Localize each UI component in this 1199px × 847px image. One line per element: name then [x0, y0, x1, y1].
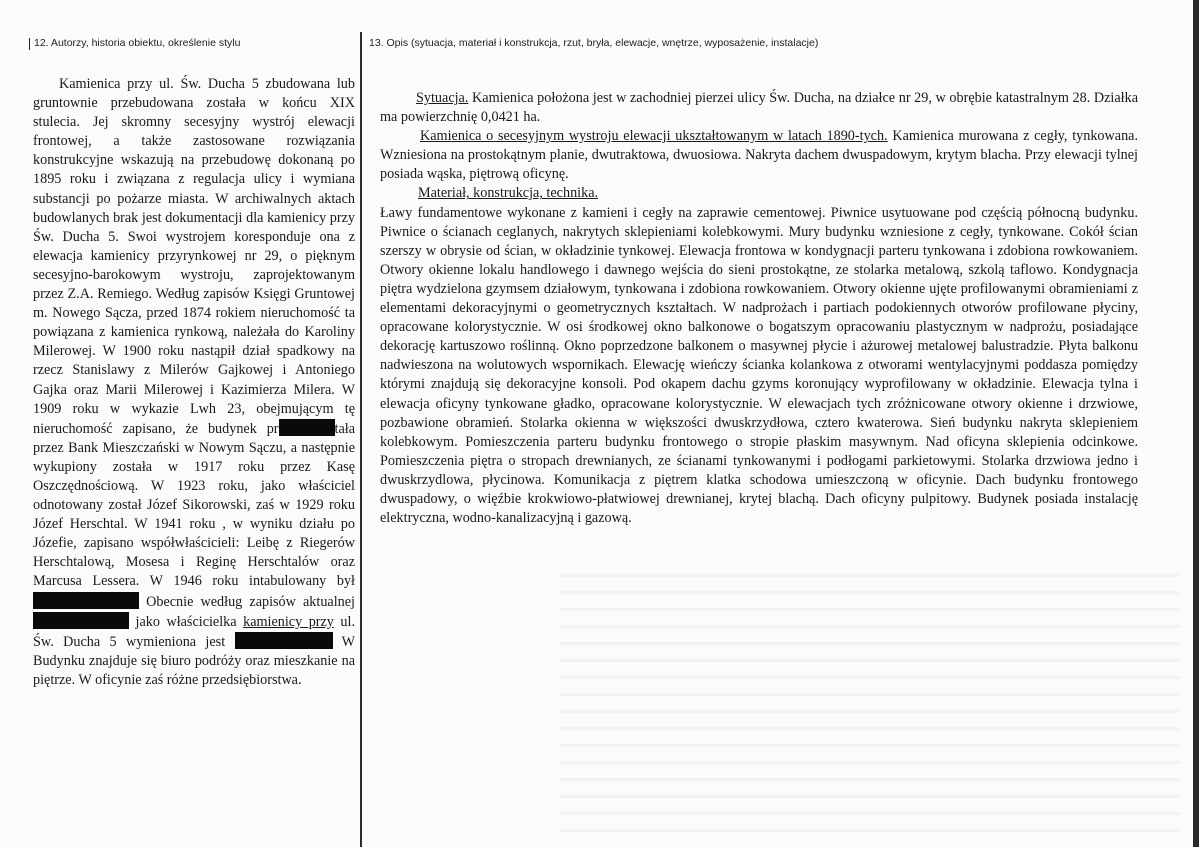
history-text-4: jako właścicielka: [135, 613, 237, 630]
redaction-box: [33, 612, 129, 629]
history-column: [33, 75, 355, 690]
material-paragraph: Ławy fundamentowe wykonane z kamieni i cegły na zaprawie cementowej. Piwnice usytuowane pod częścią północną budynku. Piwnice o ścianach ceglanych, nakrytych sklepieniami kolebkowymi. Mury budynku wzniesione z cegły, tynkowane. Cokół ścian szerszy w obrysie od ścian, w okładzinie tynkowej. Elewacja frontowa w kondygnacji parteru tynkowana i zdobiona rowkowaniem. Otwory okienne lokalu handlowego i dawnego wejścia do sieni prostokątne, ze stolarka metalową, szkolą taflowo. Kondygnacja piętra wydzielona gzymsem działowym, tynkowana i zdobiona rowkowaniem. Otwory okienne ujęte profilowanymi obramieniami z elementami dekoracyjnymi o geometrycznych kształtach. W nadprożach i partiach podokiennych otworów profilowane płyciny, opracowane kolorystycznie. W osi środkowej okno balkonowe o bogatszym opracowaniu plastycznym w nadprożu, posiadające dekorację kartuszowo roślinną. Okno poprzedzone balkonem o masywnej płycie i ażurowej metalowej balustradzie. Płyta balkonu nadwieszona na wolutowych wspornikach. Elewację wieńczy ścianka kolankowa z otworami wentylacyjnymi poddasza pomiędzy którymi znajdują się dekoracyjne konsoli. Pod okapem dachu gzyms koronujący wyprofilowany w okładzinie. Elewacja tylna i elewacja oficyny tynkowane gładko, opracowane kolorystycznie. W elewacjach tych zróżnicowane otwory okienne i drzwiowe, pozbawione obramień. Stolarka okienna w większości dwuskrzydłowa, cztero kwaterowa. Sień budynku nakryta sklepieniem kolebkowym. Pomieszczenia parteru budynku frontowego o stropie płaskim masywnym. Nad oficyna sklepienia odcinkowe. Pomieszczenia piętra o stropach drewnianych, ze ścianami tynkowanymi i podłogami parkietowymi. Stolarka drzwiowa jedno i dwuskrzydlowa, płycinowa. Komunikacja z piętrem klatka schodowa umieszczoną w oficynie. Dach budynku frontowego dwuspadowy, o więźbie krokwiowo-płatwiowej drewnianej, krytej blachą. Dach oficyny pulpitowy. Budynek posiada instalację elektryczna, wodno-kanalizacyjną i gazową.: [380, 204, 1138, 527]
situation-heading: Sytuacja.: [416, 90, 469, 106]
style-heading: Kamienica o secesyjnym wystroju elewacji ukształtowanym w latach 1890-tych.: [420, 128, 888, 145]
column-divider: [360, 32, 362, 847]
redaction-box: [235, 632, 333, 649]
history-text-3: Obecnie według zapisów aktualnej: [146, 593, 355, 610]
header-separator: [29, 38, 30, 50]
material-heading: Materiał, konstrukcja, technika.: [418, 185, 599, 202]
history-text-2: tała przez Bank Mieszczański w Nowym Sączu, a następnie wykupiony została w 1917 roku przez Kasę Oszczędnościową. W 1923 roku, jako właściciel odnotowany został Józef Sikorowski, zaś w 1929 roku Józef Herschtal. W 1941 roku , w wyniku działu po Józefie, zapisano współwłaścicieli: Leibę z Riegerów Herschtalową, Mosesa i Reginę Herschtalów oraz Marcusa Lessera. W 1946 roku intabulowany był: [33, 420, 355, 590]
history-text-5: ul. Św. Ducha 5 wymieniona jest: [33, 613, 356, 650]
material-heading-line: [380, 184, 1138, 203]
scan-edge: [1193, 0, 1199, 847]
description-column: [380, 89, 1138, 528]
bleed-through-text: [560, 560, 1180, 840]
section-header-12: 12. Autorzy, historia obiektu, określenie stylu: [34, 37, 241, 49]
history-text-6: W Budynku znajduje się biuro podróży oraz mieszkanie na piętrze. W oficynie zaś różne przedsiębiorstwa.: [33, 633, 356, 688]
situation-paragraph: [380, 89, 1138, 127]
section-header-13: 13. Opis (sytuacja, materiał i konstrukcja, rzut, bryła, elewacje, wnętrze, wyposażenie, instalacje): [369, 37, 819, 49]
history-text-1: Kamienica przy ul. Św. Ducha 5 zbudowana lub gruntownie przebudowana została w końcu XIX stulecia. Jej skromny secesyjny wystrój elewacji frontowej, a także zastosowane rozwiązania konstrukcyjne wskazują na przebudowę dokonaną po 1895 roku i związana z regulacja ulicy i wymiana substancji po pożarze miasta. W archiwalnych aktach budowlanych brak jest dokumentacji dla kamienicy przy Św. Ducha 5. Swoi wystrojem koresponduje ona z elewacja kamienicy przyrynkowej nr 29, o pięknym secesyjno-barokowym wystroju, zaprojektowanym przez Z.A. Remiego. Według zapisów Księgi Gruntowej m. Nowego Sącza, przed 1874 rokiem nieruchomość ta powiązana z kamienica rynkową, należała do Karoliny Milerowej. W 1900 roku nastąpił dział spadkowy na rzecz Stanislawy z Milerów Gajkowej i Antoniego Gajka oraz Marii Milerowej i Kazimierza Milera. W 1909 roku w wykazie Lwh 23, obejmującym tę nieruchomość zapisano, że budynek pr: [33, 76, 355, 437]
style-paragraph: [380, 127, 1138, 184]
style-text: Kamienica murowana z cegły, tynkowana. Wzniesiona na prostokątnym planie, dwutraktowa, dwuosiowa. Nakryta dachem dwuspadowym, krytym blacha. Przy elewacji tylnej posiada wąska, piętrową oficynę.: [380, 128, 1139, 183]
history-paragraph: [33, 75, 355, 690]
situation-text: Kamienica położona jest w zachodniej pierzei ulicy Św. Ducha, na działce nr 29, w obrębie katastralnym 28. Działka ma powierzchnię 0,0421 ha.: [380, 90, 1139, 126]
redaction-box: [33, 592, 139, 609]
history-underlined-text: kamienicy przy: [243, 613, 334, 630]
redaction-box: [279, 419, 335, 436]
